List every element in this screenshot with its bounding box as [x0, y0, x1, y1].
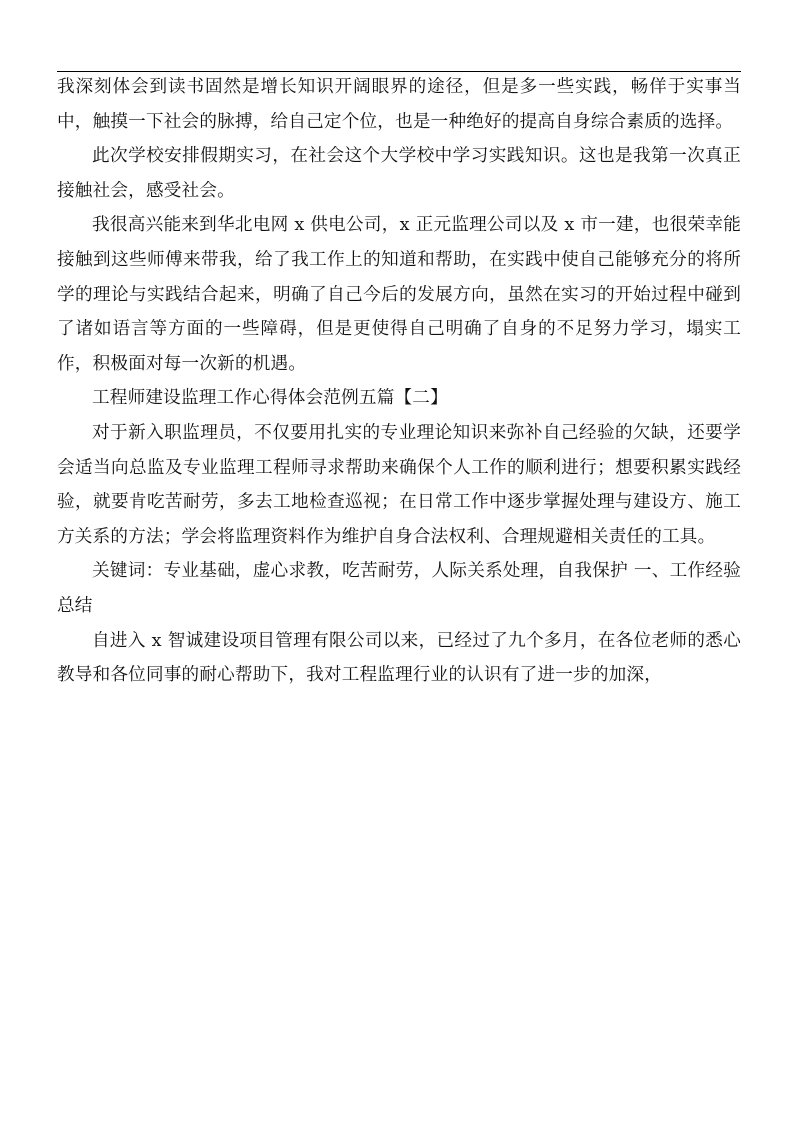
paragraph-2: 此次学校安排假期实习，在社会这个大学校中学习实践知识。这也是我第一次真正接触社会，感受社会。 [57, 146, 741, 201]
keywords-paragraph: 关键词：专业基础，虚心求教，吃苦耐劳，人际关系处理，自我保护 一、工作经验总结 [57, 561, 741, 616]
paragraph-4: 对于新入职监理员，不仅要用扎实的专业理论知识来弥补自己经验的欠缺，还要学会适当向总监及专业监理工程师寻求帮助来确保个人工作的顺利进行；想要积累实践经验，就要肯吃苦耐劳，多去工地检查巡视；在日常工作中逐步掌握处理与建设方、施工方关系的方法；学会将监理资料作为维护自身合法权利、合理规避相关责任的工具。 [57, 422, 741, 547]
paragraph-5: 自进入 x 智诚建设项目管理有限公司以来，已经过了九个多月，在各位老师的悉心教导和各位同事的耐心帮助下，我对工程监理行业的认识有了进一步的加深， [57, 630, 741, 686]
paragraph-3: 我很高兴能来到华北电网 x 供电公司，x 正元监理公司以及 x 市一建，也很荣幸能接触到这些师傅来带我，给了我工作上的知道和帮助，在实践中使自己能够充分的将所学的理论与实践结合起来，明确了自己今后的发展方向，虽然在实习的开始过程中碰到了诸如语言等方面的一些障碍，但是更使得自己明确了自身的不足努力学习，塌实工作，积极面对每一次新的机遇。 [57, 215, 741, 374]
section-heading: 工程师建设监理工作心得体会范例五篇【二】 [92, 388, 448, 409]
document-body [57, 70, 741, 693]
paragraph-1: 我深刻体会到读书固然是增长知识开阔眼界的途径，但是多一些实践，畅佯于实事当中，触摸一下社会的脉搏，给自己定个位，也是一种绝好的提高自身综合素质的选择。 [57, 77, 741, 132]
